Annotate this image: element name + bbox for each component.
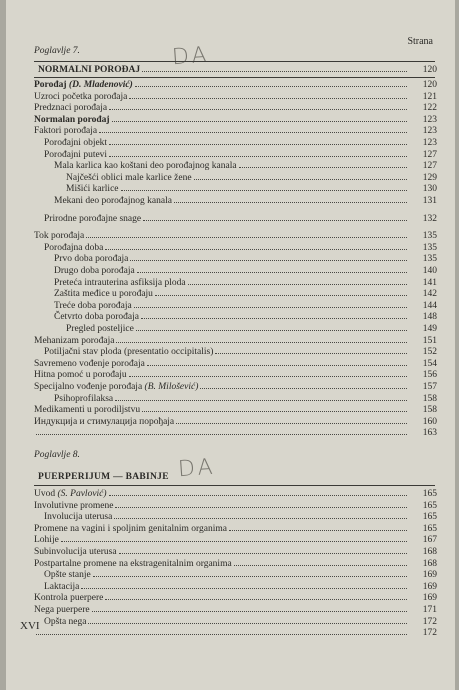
toc-entry [6, 534, 437, 546]
leader-dots [114, 518, 407, 519]
page-number: 121 [422, 91, 437, 102]
toc-entry-title: Mišići karlice [66, 184, 119, 195]
page-number: 165 [422, 500, 437, 511]
handwritten-mark: DA [177, 454, 217, 483]
leader-dots [143, 220, 407, 221]
page-number: 135 [422, 231, 437, 242]
leader-dots [112, 121, 407, 122]
toc-entry-title: Normalan porođaj [34, 114, 110, 125]
toc-entry [6, 393, 437, 405]
leader-dots [194, 179, 407, 180]
toc-entry-title: Najčešći oblici male karlice žene [66, 172, 192, 183]
leader-dots [116, 342, 407, 343]
toc-entry [6, 311, 437, 323]
page-number: 158 [422, 405, 437, 416]
page-number: 130 [422, 184, 437, 195]
roman-page-number: XVI [20, 620, 40, 632]
toc-entry [6, 288, 437, 300]
toc-entry [6, 242, 437, 254]
chapter-7-label: Poglavlje 7. [34, 46, 80, 56]
page-number: 122 [422, 103, 437, 114]
toc-entry-title: Specijalno vođenje porođaja (B. Milošević) [34, 382, 199, 392]
toc-entry-title: Nega puerpere [34, 605, 90, 615]
toc-entry [6, 604, 437, 616]
leader-dots [174, 202, 407, 203]
toc-entry [6, 137, 437, 149]
leader-dots [239, 167, 407, 168]
leader-dots [36, 634, 407, 635]
leader-dots [86, 237, 407, 238]
toc-entry-title: Subinvolucija uterusa [34, 547, 117, 557]
toc-entry [6, 581, 437, 593]
toc-entry-title: Promene na vagini i spoljnim genitalnim organima [34, 523, 227, 534]
toc-entry [6, 404, 437, 416]
leader-dots [105, 599, 407, 600]
toc-entry-title: Porođaj (D. Mladenović) [34, 80, 133, 90]
leader-dots [121, 190, 408, 191]
toc-entry-title: Treće doba porođaja [54, 300, 132, 311]
toc-entry-title: Lohije [34, 535, 59, 546]
page-number: 140 [422, 266, 437, 276]
chapter-8-title: PUERPERIJUM — BABINJE [38, 472, 169, 482]
leader-dots [176, 423, 407, 424]
toc-entry-title: Prvo doba porođaja [54, 254, 129, 265]
toc-entry-title: Drugo doba porođaja [54, 266, 135, 276]
toc-entry [6, 335, 437, 347]
toc-entry-author: (B. Milošević) [142, 382, 199, 392]
leader-dots [92, 611, 407, 612]
page-number: 129 [422, 172, 437, 183]
leader-dots [88, 623, 407, 624]
page-number: 154 [422, 358, 437, 369]
toc-entry [6, 592, 437, 604]
page-header: Strana [407, 36, 433, 47]
toc-entry [6, 500, 437, 512]
leader-dots [142, 411, 407, 412]
leader-dots [99, 132, 407, 133]
toc-entry-title: Prirodne porođajne snage [44, 213, 142, 224]
toc-entry-author: (S. Pavlović) [55, 489, 107, 499]
toc-entry-title: Medikamenti u porodiljstvu [34, 405, 141, 416]
toc-entry [6, 265, 437, 277]
page-number: 167 [422, 535, 437, 546]
leader-dots [36, 434, 407, 435]
toc-entry-title: Savremeno vođenje porođaja [34, 358, 145, 369]
toc-entry-author: (D. Mladenović) [66, 80, 133, 90]
divider [34, 61, 435, 62]
toc-entry [6, 323, 437, 335]
leader-dots [137, 272, 407, 273]
leader-dots [109, 156, 407, 157]
page-number: 165 [422, 523, 437, 534]
page-number: 168 [422, 547, 437, 557]
page-number: 160 [422, 416, 437, 427]
page-number: 131 [422, 196, 437, 206]
toc-entry [6, 558, 437, 570]
page-number: 172 [422, 628, 437, 639]
toc-entry-title: Tok porođaja [34, 231, 85, 242]
toc-entry-title: Hitna pomoć u porođaju [34, 370, 127, 381]
toc-entry [6, 195, 437, 207]
toc-entry [6, 627, 437, 639]
page-number: 163 [422, 428, 437, 439]
leader-dots [119, 553, 407, 554]
page-number: 135 [422, 242, 437, 253]
leader-dots [141, 318, 407, 319]
toc-entry [6, 230, 437, 242]
toc-entry-title: Opšte stanje [44, 570, 91, 581]
page-number: 141 [422, 277, 437, 288]
toc-entry-title: Zaštita međice u porođaju [54, 289, 153, 300]
leader-dots [130, 260, 407, 261]
toc-entry-title: Uzroci početka porođaja [34, 91, 128, 102]
toc-entry-title: Kontrola puerpere [34, 593, 104, 604]
handwritten-mark: DA [171, 42, 211, 71]
toc-entry-title: Potiljačni stav ploda (presentatio occipitalis) [44, 347, 214, 358]
toc-entry-title: Mala karlica kao koštani deo porođajnog kanala [54, 161, 237, 172]
toc-entry [6, 616, 437, 628]
toc-entry-title: Postpartalne promene na ekstragenitalnim organima [34, 558, 232, 569]
page-number: 123 [422, 126, 437, 137]
leader-dots [188, 284, 407, 285]
leader-dots [155, 295, 407, 296]
leader-dots [147, 365, 407, 366]
toc-entry-title: Preteća intrauterina asfiksija ploda [54, 277, 186, 288]
page-number: 169 [422, 570, 437, 581]
toc-entry [6, 277, 437, 289]
page-number: 171 [422, 605, 437, 615]
page-number: 157 [422, 382, 437, 392]
leader-dots [135, 86, 407, 87]
toc-entry [6, 511, 437, 523]
toc-entry [6, 213, 437, 225]
divider [34, 77, 435, 78]
toc-entry [6, 172, 437, 184]
page-number: 152 [422, 347, 437, 358]
toc-entry [6, 346, 437, 358]
leader-dots [215, 353, 407, 354]
page-number: 151 [422, 335, 437, 346]
toc-entry-title: Porođajni putevi [44, 149, 108, 160]
chapter-8-label: Poglavlje 8. [34, 450, 80, 460]
leader-dots [229, 530, 407, 531]
divider [34, 485, 435, 486]
leader-dots [109, 109, 407, 110]
page-number: 142 [422, 289, 437, 300]
leader-dots [115, 507, 407, 508]
page-number: 144 [422, 300, 437, 311]
toc-entry-title: Opšta nega [44, 616, 87, 627]
toc-entry-title: Involutivne promene [34, 500, 114, 511]
toc-entry-title: Involucija uterusa [44, 512, 113, 523]
page-number: 135 [422, 254, 437, 265]
toc-entry [6, 300, 437, 312]
leader-dots [134, 307, 407, 308]
page-number: 132 [422, 213, 437, 224]
leader-dots [109, 144, 407, 145]
page-number: 158 [422, 393, 437, 404]
page-number: 165 [422, 489, 437, 499]
toc-entry [6, 253, 437, 265]
page-number: 123 [422, 138, 437, 148]
toc-entry [6, 381, 437, 393]
chapter-7-title: NORMALNI POROĐAJ [38, 65, 141, 75]
chapter-7-title-row [6, 64, 437, 76]
toc-entry-title: Porođajna doba [44, 242, 104, 253]
page-number: 120 [422, 80, 437, 90]
leader-dots [142, 71, 407, 72]
page-number: 127 [422, 161, 437, 172]
page-number: 168 [422, 558, 437, 569]
toc-entry-title: Predznaci porođaja [34, 103, 108, 114]
page-number: 127 [422, 149, 437, 160]
page-number: 165 [422, 512, 437, 523]
toc-entry [6, 79, 437, 91]
page-number: 123 [422, 114, 437, 125]
page-number: 156 [422, 370, 437, 381]
page-number: 172 [422, 616, 437, 627]
toc-entry-title: Laktacija [44, 581, 80, 592]
toc-entry-title: Četvrto doba porođaja [54, 312, 139, 323]
page-number: 120 [422, 65, 437, 75]
leader-dots [61, 541, 407, 542]
toc-entry [6, 369, 437, 381]
toc-entry-title: Pregled posteljice [66, 324, 134, 334]
toc-entry [6, 102, 437, 114]
toc-entry [6, 546, 437, 558]
toc-entry-title: Mehanizam porođaja [34, 335, 115, 346]
book-page [6, 0, 455, 690]
leader-dots [234, 565, 407, 566]
toc-entry [6, 358, 437, 370]
page-number: 148 [422, 312, 437, 323]
toc-entry [6, 416, 437, 428]
leader-dots [109, 495, 407, 496]
toc-entry [6, 523, 437, 535]
toc-entry [6, 91, 437, 103]
toc-entry-title: Индукција и стимулација порођаја [34, 416, 175, 427]
page-number: 169 [422, 581, 437, 592]
toc-entry [6, 183, 437, 195]
toc-entry-title: Mekani deo porođajnog kanala [54, 196, 172, 206]
toc-entry-title: Porođajni objekt [44, 138, 108, 148]
page-number: 169 [422, 593, 437, 604]
leader-dots [129, 376, 407, 377]
toc-entry [6, 114, 437, 126]
toc-entry [6, 125, 437, 137]
leader-dots [115, 400, 407, 401]
toc-entry-title: Psihoprofilaksa [54, 393, 114, 404]
leader-dots [129, 98, 407, 99]
leader-dots [81, 588, 407, 589]
toc-entry [6, 488, 437, 500]
toc-entry-title: Faktori porođaja [34, 126, 98, 137]
toc-entry [6, 149, 437, 161]
toc-entry [6, 427, 437, 439]
leader-dots [136, 330, 407, 331]
toc-entry [6, 569, 437, 581]
leader-dots [93, 576, 407, 577]
toc-entry [6, 160, 437, 172]
leader-dots [105, 249, 407, 250]
page-number: 149 [422, 324, 437, 334]
toc-entry-title: Uvod (S. Pavlović) [34, 489, 107, 499]
leader-dots [200, 388, 407, 389]
